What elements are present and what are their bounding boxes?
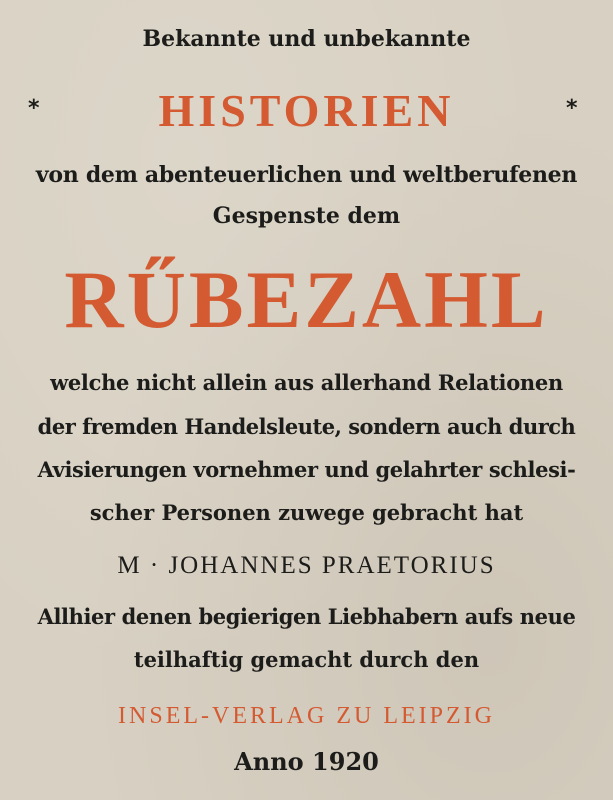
ornament-star-right-icon: * [566, 96, 578, 121]
ornament-star-left-icon: * [28, 96, 40, 121]
body-line-11: Allhier denen begierigen Liebhabern aufs neue [37, 604, 576, 629]
body-line-8: Avisierungen vornehmer und gelahrter schlesi- [37, 457, 576, 482]
body-line-7: der fremden Handelsleute, sondern auch durch [37, 414, 576, 439]
body-line-9: scher Personen zuwege gebracht hat [89, 500, 524, 525]
rubezahl-heading: RŰBEZAHL [64, 254, 549, 345]
author-line: M · JOHANNES PRAETORIUS [117, 552, 496, 579]
publisher-line: INSEL-VERLAG ZU LEIPZIG [118, 703, 495, 729]
body-line-12: teilhaftig gemacht durch den [133, 647, 480, 672]
body-line-6: welche nicht allein aus allerhand Relationen [50, 370, 563, 395]
subtitle-line-3: von dem abenteuerlichen und weltberufenen [35, 162, 578, 188]
year-line: Anno 1920 [234, 747, 379, 776]
subtitle-line-1: Bekannte und unbekannte [142, 26, 471, 52]
historien-heading: HISTORIEN [158, 85, 455, 136]
subtitle-line-4: Gespenste dem [212, 203, 401, 229]
